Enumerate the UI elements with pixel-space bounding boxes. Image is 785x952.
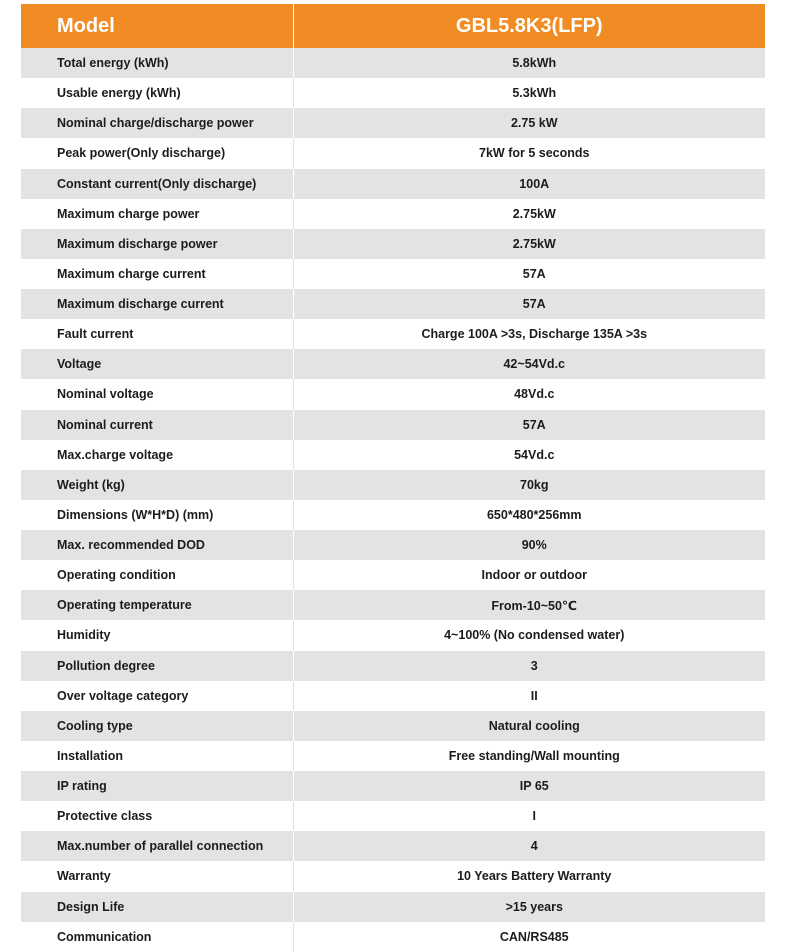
- spec-row: [21, 259, 765, 289]
- header-row: [21, 4, 765, 48]
- spec-label: Nominal current: [21, 410, 293, 440]
- spec-row: [21, 861, 765, 891]
- spec-label: Usable energy (kWh): [21, 78, 293, 108]
- spec-label: Max.charge voltage: [21, 440, 293, 470]
- spec-value: >15 years: [293, 892, 765, 922]
- spec-row: [21, 78, 765, 108]
- spec-value: 42~54Vd.c: [293, 349, 765, 379]
- spec-row: [21, 410, 765, 440]
- spec-row: [21, 741, 765, 771]
- spec-value: 5.3kWh: [293, 78, 765, 108]
- spec-row: [21, 500, 765, 530]
- spec-table-body: [21, 48, 765, 952]
- spec-label: Maximum charge current: [21, 259, 293, 289]
- spec-table: [21, 4, 765, 952]
- spec-row: [21, 470, 765, 500]
- spec-value: 4: [293, 831, 765, 861]
- spec-value: 2.75 kW: [293, 108, 765, 138]
- spec-row: [21, 590, 765, 620]
- spec-label: IP rating: [21, 771, 293, 801]
- spec-label: Total energy (kWh): [21, 48, 293, 78]
- spec-value: 57A: [293, 289, 765, 319]
- spec-row: [21, 530, 765, 560]
- spec-label: Maximum discharge current: [21, 289, 293, 319]
- spec-value: 10 Years Battery Warranty: [293, 861, 765, 891]
- spec-value: 90%: [293, 530, 765, 560]
- spec-value: CAN/RS485: [293, 922, 765, 952]
- spec-label: Peak power(Only discharge): [21, 138, 293, 168]
- spec-label: Cooling type: [21, 711, 293, 741]
- spec-row: [21, 289, 765, 319]
- spec-label: Voltage: [21, 349, 293, 379]
- spec-row: [21, 229, 765, 259]
- spec-label: Dimensions (W*H*D) (mm): [21, 500, 293, 530]
- spec-label: Communication: [21, 922, 293, 952]
- spec-value: 2.75kW: [293, 229, 765, 259]
- spec-row: [21, 108, 765, 138]
- spec-row: [21, 831, 765, 861]
- spec-value: Natural cooling: [293, 711, 765, 741]
- spec-row: [21, 349, 765, 379]
- header-model: GBL5.8K3(LFP): [293, 4, 765, 48]
- spec-value: 70kg: [293, 470, 765, 500]
- spec-row: [21, 319, 765, 349]
- spec-row: [21, 771, 765, 801]
- spec-value: Indoor or outdoor: [293, 560, 765, 590]
- spec-row: [21, 138, 765, 168]
- spec-label: Fault current: [21, 319, 293, 349]
- spec-value: 100A: [293, 169, 765, 199]
- spec-label: Protective class: [21, 801, 293, 831]
- spec-label: Warranty: [21, 861, 293, 891]
- spec-row: [21, 560, 765, 590]
- spec-value: 54Vd.c: [293, 440, 765, 470]
- spec-value: I: [293, 801, 765, 831]
- spec-label: Weight (kg): [21, 470, 293, 500]
- spec-value: 650*480*256mm: [293, 500, 765, 530]
- spec-row: [21, 620, 765, 650]
- spec-value: 7kW for 5 seconds: [293, 138, 765, 168]
- spec-table-header: [21, 4, 765, 48]
- spec-value: Free standing/Wall mounting: [293, 741, 765, 771]
- spec-value: 5.8kWh: [293, 48, 765, 78]
- spec-label: Nominal charge/discharge power: [21, 108, 293, 138]
- spec-row: [21, 651, 765, 681]
- spec-label: Max.number of parallel connection: [21, 831, 293, 861]
- spec-value: 2.75kW: [293, 199, 765, 229]
- spec-label: Operating condition: [21, 560, 293, 590]
- spec-label: Max. recommended DOD: [21, 530, 293, 560]
- spec-label: Maximum charge power: [21, 199, 293, 229]
- spec-value: 3: [293, 651, 765, 681]
- spec-value: II: [293, 681, 765, 711]
- spec-row: [21, 379, 765, 409]
- spec-value: Charge 100A >3s, Discharge 135A >3s: [293, 319, 765, 349]
- spec-row: [21, 711, 765, 741]
- spec-row: [21, 169, 765, 199]
- spec-row: [21, 199, 765, 229]
- spec-label: Over voltage category: [21, 681, 293, 711]
- spec-value: 57A: [293, 259, 765, 289]
- spec-row: [21, 440, 765, 470]
- spec-label: Installation: [21, 741, 293, 771]
- spec-row: [21, 681, 765, 711]
- spec-value: From-10~50℃: [293, 590, 765, 620]
- spec-row: [21, 892, 765, 922]
- spec-value: IP 65: [293, 771, 765, 801]
- spec-row: [21, 801, 765, 831]
- header-label: Model: [21, 4, 293, 48]
- spec-label: Pollution degree: [21, 651, 293, 681]
- spec-value: 4~100% (No condensed water): [293, 620, 765, 650]
- spec-row: [21, 48, 765, 78]
- spec-row: [21, 922, 765, 952]
- spec-value: 48Vd.c: [293, 379, 765, 409]
- spec-label: Constant current(Only discharge): [21, 169, 293, 199]
- spec-label: Operating temperature: [21, 590, 293, 620]
- spec-label: Maximum discharge power: [21, 229, 293, 259]
- spec-label: Humidity: [21, 620, 293, 650]
- spec-value: 57A: [293, 410, 765, 440]
- spec-label: Nominal voltage: [21, 379, 293, 409]
- spec-label: Design Life: [21, 892, 293, 922]
